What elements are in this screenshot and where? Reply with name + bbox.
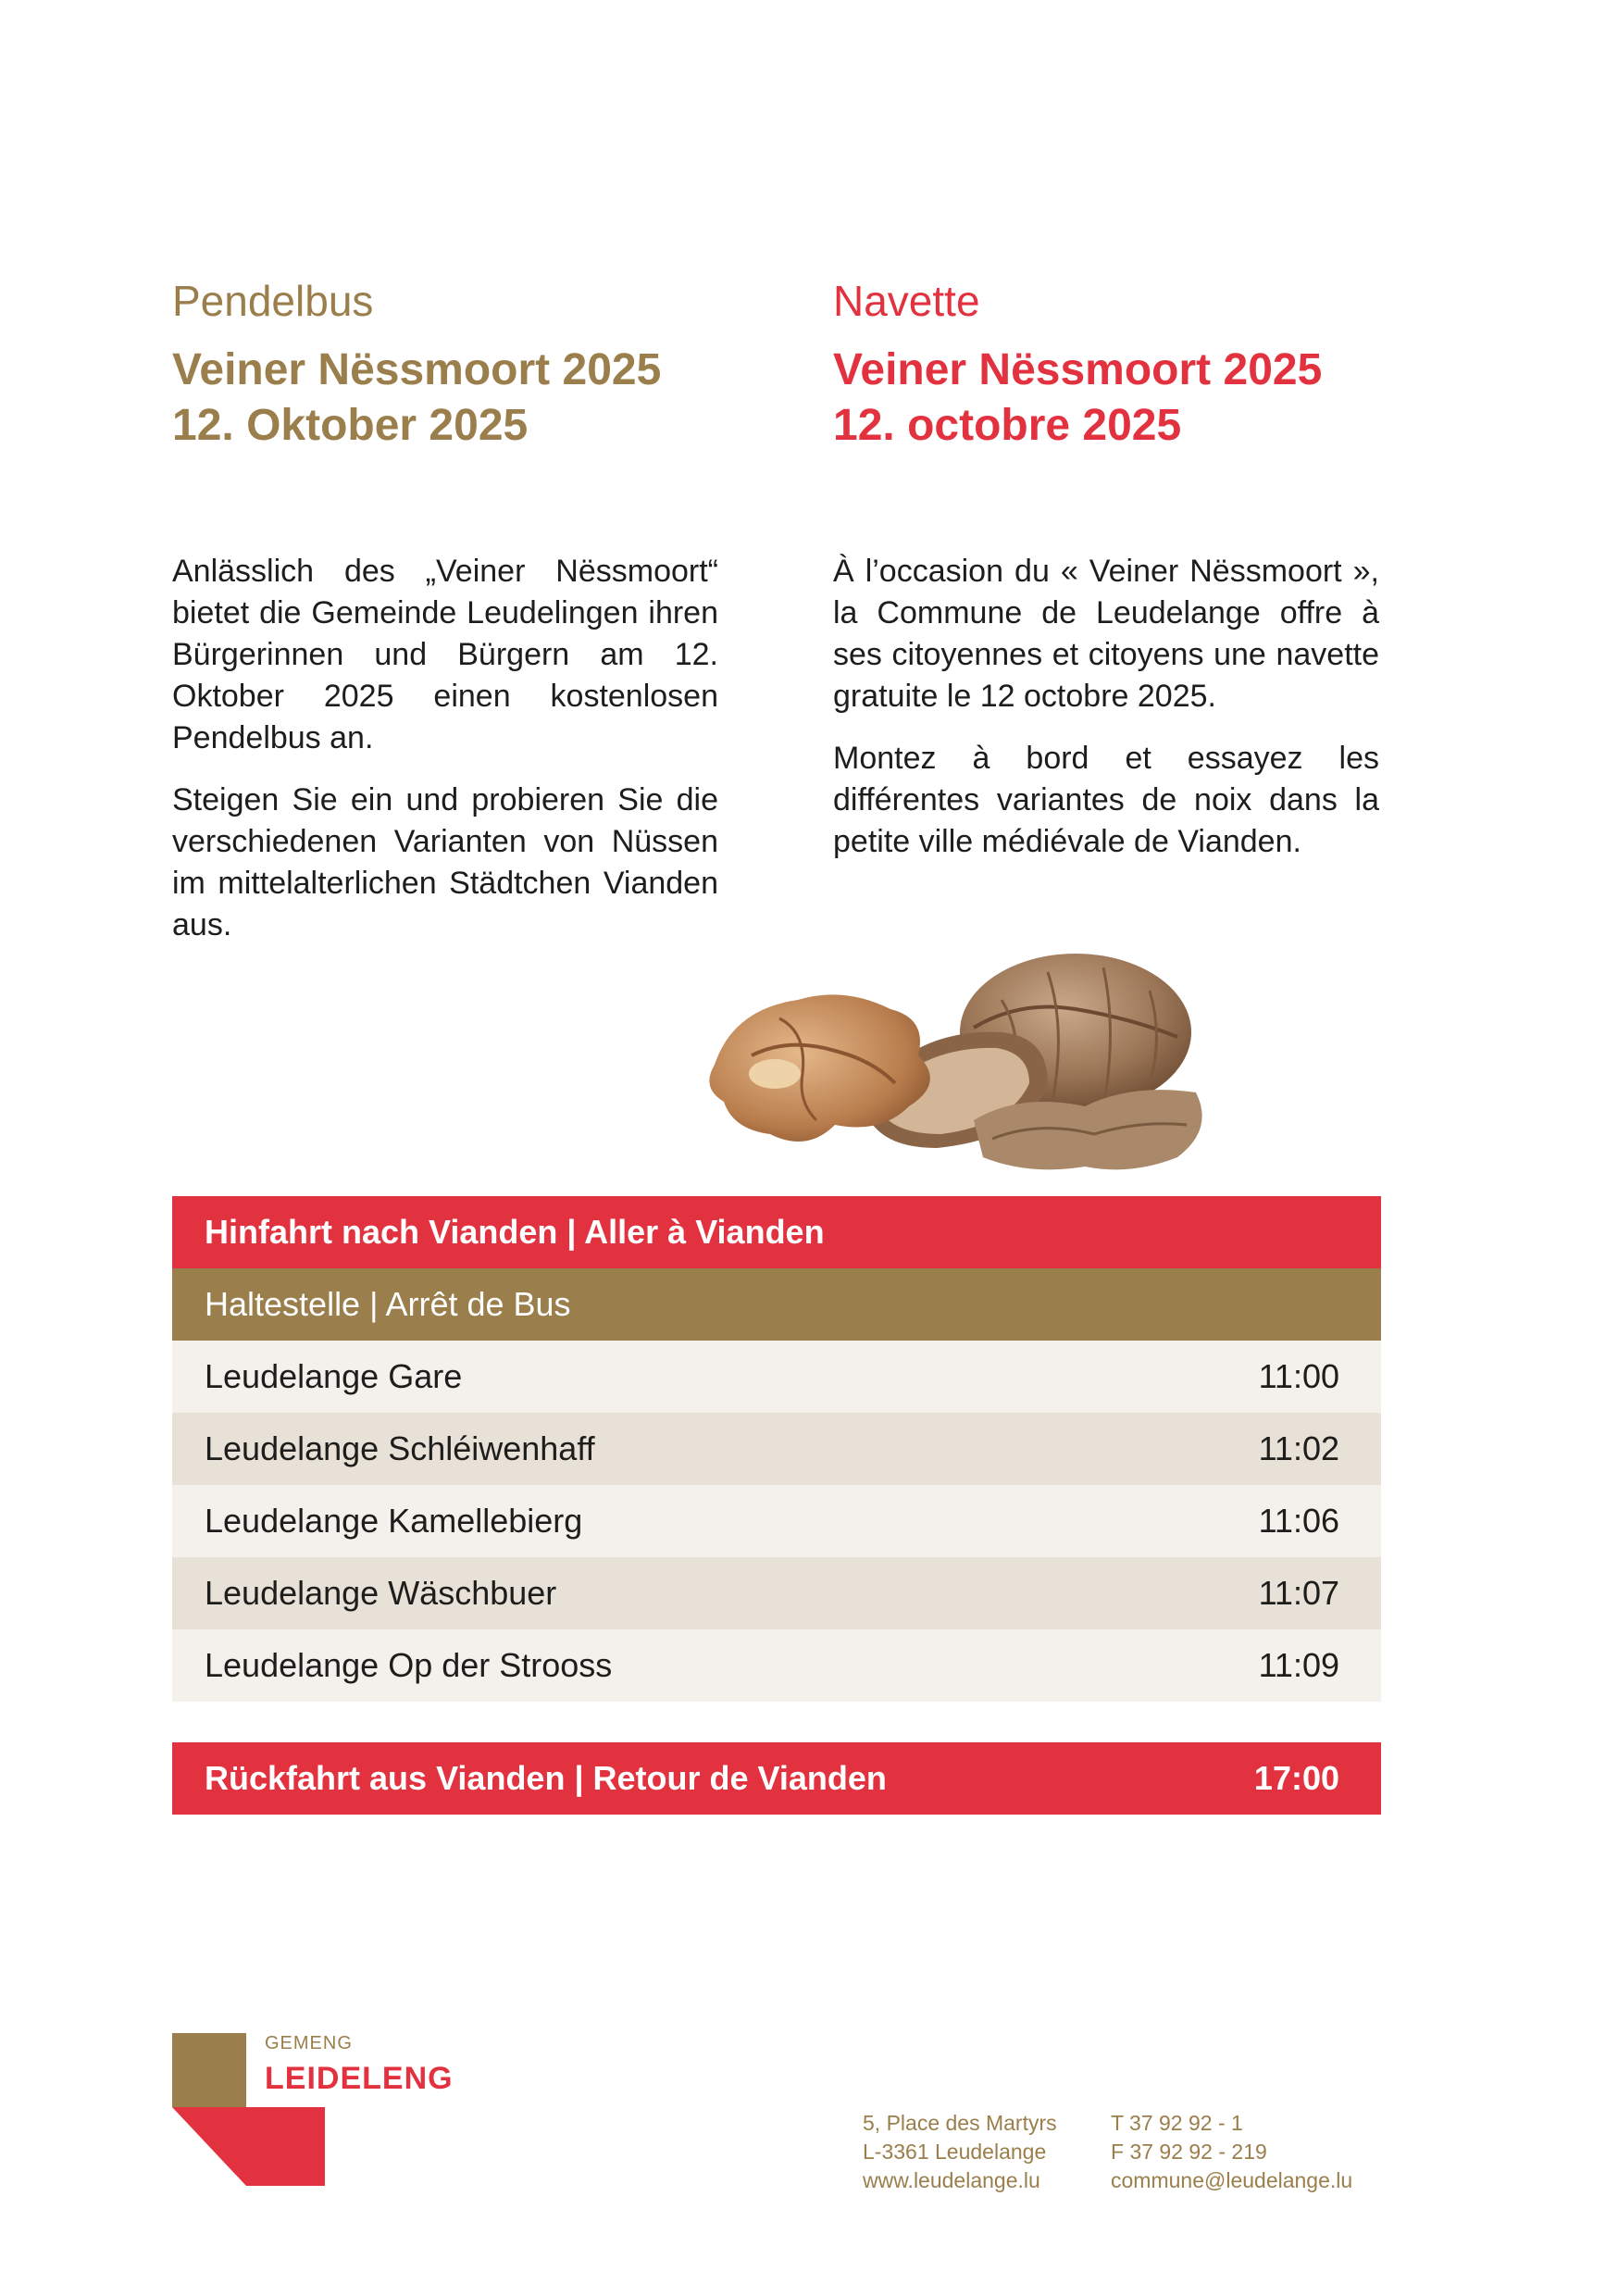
logo-text-big: LEIDELENG (265, 2061, 454, 2096)
german-kicker: Pendelbus (172, 277, 374, 325)
french-paragraph-1: À l’occasion du « Veiner Nëssmoort », la Commune de Leudelange offre à ses citoyennes et citoyens une navette gratuite le 12 octobre 2025. (833, 554, 1379, 714)
address-block (863, 2109, 1057, 2195)
french-title-line2: 12. octobre 2025 (833, 401, 1182, 450)
german-paragraph-1: Anlässlich des „Veiner Nëssmoort“ bietet die Gemeinde Leudelingen ihren Bürgerinnen und Bürgern am 12. Oktober 2025 einen kostenlosen Pendelbus an. (172, 554, 718, 755)
french-kicker: Navette (833, 277, 980, 325)
website-link[interactable]: www.leudelange.lu (863, 2168, 1040, 2192)
table-row (172, 1413, 1381, 1485)
stop-name: Leudelange Op der Strooss (205, 1646, 613, 1684)
return-time: 17:00 (1253, 1759, 1339, 1797)
stop-time: 11:09 (1258, 1646, 1339, 1684)
walnut-image (696, 944, 1224, 1185)
german-headline (172, 343, 661, 454)
timetable-header (172, 1196, 1381, 1268)
address-street: 5, Place des Martyrs (863, 2111, 1057, 2135)
return-row (172, 1742, 1381, 1815)
german-title-line2: 12. Oktober 2025 (172, 401, 529, 450)
table-row (172, 1341, 1381, 1413)
timetable-header-label: Hinfahrt nach Vianden | Aller à Vianden (205, 1213, 825, 1251)
stop-name: Leudelange Schléiwenhaff (205, 1429, 595, 1467)
timetable-subheader (172, 1268, 1381, 1341)
table-row (172, 1485, 1381, 1557)
french-body (833, 551, 1379, 883)
stop-name: Leudelange Wäschbuer (205, 1574, 557, 1612)
stop-time: 11:00 (1258, 1357, 1339, 1395)
return-trip (172, 1742, 1381, 1815)
logo-shape-icon (172, 2107, 325, 2186)
german-body (172, 551, 718, 967)
stop-time: 11:07 (1258, 1574, 1339, 1612)
table-row (172, 1557, 1381, 1629)
french-title-line1: Veiner Nëssmoort 2025 (833, 345, 1323, 394)
contact-block (1111, 2109, 1352, 2195)
table-row (172, 1629, 1381, 1702)
email-link[interactable]: commune@leudelange.lu (1111, 2168, 1353, 2192)
fax-number: F 37 92 92 - 219 (1111, 2140, 1267, 2164)
address-city: L-3361 Leudelange (863, 2140, 1047, 2164)
german-paragraph-2: Steigen Sie ein und probieren Sie die verschiedenen Varianten von Nüssen im mittelalterlichen Städtchen Vianden aus. (172, 782, 718, 942)
stop-name: Leudelange Kamellebierg (205, 1502, 583, 1540)
timetable (172, 1196, 1381, 1702)
return-label: Rückfahrt aus Vianden | Retour de Vianden (205, 1759, 887, 1797)
stop-time: 11:06 (1258, 1502, 1339, 1540)
stop-time: 11:02 (1258, 1429, 1339, 1467)
german-title-line1: Veiner Nëssmoort 2025 (172, 345, 662, 394)
logo-text-small: GEMENG (265, 2033, 353, 2053)
french-paragraph-2: Montez à bord et essayez les différentes variantes de noix dans la petite ville médiévale de Vianden. (833, 741, 1379, 859)
french-headline (833, 343, 1322, 454)
stop-name: Leudelange Gare (205, 1357, 463, 1395)
phone-number: T 37 92 92 - 1 (1111, 2111, 1243, 2135)
logo-square-icon (172, 2033, 246, 2107)
timetable-subheader-label: Haltestelle | Arrêt de Bus (205, 1285, 571, 1323)
